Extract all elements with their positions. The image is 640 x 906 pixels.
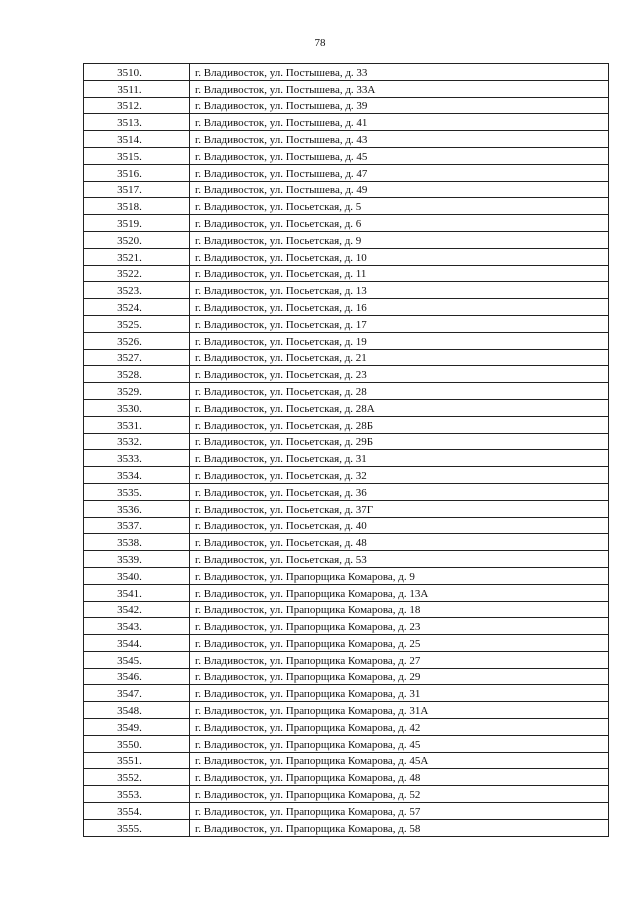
table-row xyxy=(84,635,609,652)
address-cell: г. Владивосток, ул. Прапорщика Комарова, д. 31 xyxy=(190,685,609,702)
table-row xyxy=(84,450,609,467)
table-row xyxy=(84,735,609,752)
address-cell: г. Владивосток, ул. Постышева, д. 33 xyxy=(190,64,609,81)
address-cell: г. Владивосток, ул. Постышева, д. 39 xyxy=(190,97,609,114)
address-cell: г. Владивосток, ул. Прапорщика Комарова, д. 18 xyxy=(190,601,609,618)
table-row xyxy=(84,685,609,702)
table-row xyxy=(84,265,609,282)
row-number-cell: 3512. xyxy=(84,97,190,114)
table-row xyxy=(84,534,609,551)
address-cell: г. Владивосток, ул. Прапорщика Комарова, д. 31А xyxy=(190,702,609,719)
table-row xyxy=(84,282,609,299)
table-row xyxy=(84,349,609,366)
row-number-cell: 3550. xyxy=(84,735,190,752)
table-row xyxy=(84,651,609,668)
address-cell: г. Владивосток, ул. Посьетская, д. 23 xyxy=(190,366,609,383)
table-row xyxy=(84,383,609,400)
row-number-cell: 3527. xyxy=(84,349,190,366)
address-cell: г. Владивосток, ул. Посьетская, д. 31 xyxy=(190,450,609,467)
row-number-cell: 3528. xyxy=(84,366,190,383)
row-number-cell: 3555. xyxy=(84,819,190,836)
address-cell: г. Владивосток, ул. Посьетская, д. 36 xyxy=(190,483,609,500)
row-number-cell: 3525. xyxy=(84,315,190,332)
address-cell: г. Владивосток, ул. Прапорщика Комарова, д. 58 xyxy=(190,819,609,836)
table-row xyxy=(84,433,609,450)
row-number-cell: 3522. xyxy=(84,265,190,282)
table-row xyxy=(84,584,609,601)
table-row xyxy=(84,114,609,131)
address-cell: г. Владивосток, ул. Прапорщика Комарова, д. 29 xyxy=(190,668,609,685)
row-number-cell: 3518. xyxy=(84,198,190,215)
address-cell: г. Владивосток, ул. Посьетская, д. 32 xyxy=(190,467,609,484)
row-number-cell: 3523. xyxy=(84,282,190,299)
address-cell: г. Владивосток, ул. Постышева, д. 49 xyxy=(190,181,609,198)
address-cell: г. Владивосток, ул. Посьетская, д. 16 xyxy=(190,299,609,316)
table-row xyxy=(84,668,609,685)
row-number-cell: 3530. xyxy=(84,399,190,416)
page-number: 78 xyxy=(314,37,326,49)
row-number-cell: 3532. xyxy=(84,433,190,450)
address-cell: г. Владивосток, ул. Посьетская, д. 28Б xyxy=(190,416,609,433)
row-number-cell: 3533. xyxy=(84,450,190,467)
table-row xyxy=(84,231,609,248)
table-row xyxy=(84,416,609,433)
table-row xyxy=(84,786,609,803)
table-row xyxy=(84,181,609,198)
address-cell: г. Владивосток, ул. Прапорщика Комарова, д. 27 xyxy=(190,651,609,668)
table-row xyxy=(84,517,609,534)
address-table xyxy=(83,63,609,837)
row-number-cell: 3536. xyxy=(84,500,190,517)
row-number-cell: 3537. xyxy=(84,517,190,534)
address-cell: г. Владивосток, ул. Посьетская, д. 10 xyxy=(190,248,609,265)
row-number-cell: 3519. xyxy=(84,215,190,232)
address-cell: г. Владивосток, ул. Постышева, д. 43 xyxy=(190,131,609,148)
address-cell: г. Владивосток, ул. Прапорщика Комарова, д. 23 xyxy=(190,618,609,635)
address-cell: г. Владивосток, ул. Постышева, д. 33А xyxy=(190,80,609,97)
address-cell: г. Владивосток, ул. Посьетская, д. 29Б xyxy=(190,433,609,450)
row-number-cell: 3554. xyxy=(84,803,190,820)
table-row xyxy=(84,164,609,181)
address-cell: г. Владивосток, ул. Посьетская, д. 48 xyxy=(190,534,609,551)
address-cell: г. Владивосток, ул. Прапорщика Комарова, д. 13А xyxy=(190,584,609,601)
row-number-cell: 3552. xyxy=(84,769,190,786)
row-number-cell: 3517. xyxy=(84,181,190,198)
table-row xyxy=(84,483,609,500)
table-row xyxy=(84,315,609,332)
row-number-cell: 3526. xyxy=(84,332,190,349)
address-cell: г. Владивосток, ул. Посьетская, д. 28 xyxy=(190,383,609,400)
row-number-cell: 3529. xyxy=(84,383,190,400)
row-number-cell: 3516. xyxy=(84,164,190,181)
table-row xyxy=(84,467,609,484)
table-row xyxy=(84,567,609,584)
address-cell: г. Владивосток, ул. Постышева, д. 41 xyxy=(190,114,609,131)
address-cell: г. Владивосток, ул. Прапорщика Комарова, д. 9 xyxy=(190,567,609,584)
address-cell: г. Владивосток, ул. Прапорщика Комарова, д. 42 xyxy=(190,719,609,736)
table-row xyxy=(84,215,609,232)
row-number-cell: 3510. xyxy=(84,64,190,81)
address-cell: г. Владивосток, ул. Постышева, д. 45 xyxy=(190,147,609,164)
address-cell: г. Владивосток, ул. Посьетская, д. 28А xyxy=(190,399,609,416)
table-row xyxy=(84,198,609,215)
address-cell: г. Владивосток, ул. Посьетская, д. 40 xyxy=(190,517,609,534)
table-row xyxy=(84,752,609,769)
row-number-cell: 3513. xyxy=(84,114,190,131)
row-number-cell: 3543. xyxy=(84,618,190,635)
table-row xyxy=(84,819,609,836)
row-number-cell: 3520. xyxy=(84,231,190,248)
address-cell: г. Владивосток, ул. Посьетская, д. 11 xyxy=(190,265,609,282)
row-number-cell: 3551. xyxy=(84,752,190,769)
table-row xyxy=(84,601,609,618)
table-row xyxy=(84,147,609,164)
address-cell: г. Владивосток, ул. Прапорщика Комарова, д. 25 xyxy=(190,635,609,652)
table-row xyxy=(84,618,609,635)
row-number-cell: 3515. xyxy=(84,147,190,164)
address-cell: г. Владивосток, ул. Постышева, д. 47 xyxy=(190,164,609,181)
address-cell: г. Владивосток, ул. Посьетская, д. 19 xyxy=(190,332,609,349)
address-cell: г. Владивосток, ул. Прапорщика Комарова, д. 45А xyxy=(190,752,609,769)
row-number-cell: 3553. xyxy=(84,786,190,803)
address-cell: г. Владивосток, ул. Посьетская, д. 17 xyxy=(190,315,609,332)
table-row xyxy=(84,248,609,265)
row-number-cell: 3546. xyxy=(84,668,190,685)
table-row xyxy=(84,500,609,517)
table-row xyxy=(84,719,609,736)
table-row xyxy=(84,769,609,786)
address-cell: г. Владивосток, ул. Посьетская, д. 5 xyxy=(190,198,609,215)
row-number-cell: 3542. xyxy=(84,601,190,618)
address-cell: г. Владивосток, ул. Посьетская, д. 37Г xyxy=(190,500,609,517)
table-row xyxy=(84,80,609,97)
table-row xyxy=(84,131,609,148)
row-number-cell: 3540. xyxy=(84,567,190,584)
address-cell: г. Владивосток, ул. Прапорщика Комарова, д. 57 xyxy=(190,803,609,820)
address-cell: г. Владивосток, ул. Прапорщика Комарова, д. 48 xyxy=(190,769,609,786)
address-cell: г. Владивосток, ул. Посьетская, д. 21 xyxy=(190,349,609,366)
address-cell: г. Владивосток, ул. Посьетская, д. 13 xyxy=(190,282,609,299)
row-number-cell: 3538. xyxy=(84,534,190,551)
row-number-cell: 3514. xyxy=(84,131,190,148)
row-number-cell: 3547. xyxy=(84,685,190,702)
row-number-cell: 3521. xyxy=(84,248,190,265)
table-row xyxy=(84,702,609,719)
address-cell: г. Владивосток, ул. Посьетская, д. 6 xyxy=(190,215,609,232)
table-row xyxy=(84,97,609,114)
row-number-cell: 3511. xyxy=(84,80,190,97)
row-number-cell: 3545. xyxy=(84,651,190,668)
row-number-cell: 3535. xyxy=(84,483,190,500)
table-row xyxy=(84,399,609,416)
table-row xyxy=(84,299,609,316)
address-cell: г. Владивосток, ул. Посьетская, д. 53 xyxy=(190,551,609,568)
table-row xyxy=(84,366,609,383)
address-cell: г. Владивосток, ул. Прапорщика Комарова, д. 45 xyxy=(190,735,609,752)
address-cell: г. Владивосток, ул. Прапорщика Комарова, д. 52 xyxy=(190,786,609,803)
row-number-cell: 3531. xyxy=(84,416,190,433)
row-number-cell: 3541. xyxy=(84,584,190,601)
row-number-cell: 3544. xyxy=(84,635,190,652)
row-number-cell: 3548. xyxy=(84,702,190,719)
table-row xyxy=(84,551,609,568)
table-row xyxy=(84,332,609,349)
table-row xyxy=(84,64,609,81)
row-number-cell: 3524. xyxy=(84,299,190,316)
address-cell: г. Владивосток, ул. Посьетская, д. 9 xyxy=(190,231,609,248)
row-number-cell: 3539. xyxy=(84,551,190,568)
row-number-cell: 3549. xyxy=(84,719,190,736)
address-table-body xyxy=(84,64,609,837)
row-number-cell: 3534. xyxy=(84,467,190,484)
table-row xyxy=(84,803,609,820)
